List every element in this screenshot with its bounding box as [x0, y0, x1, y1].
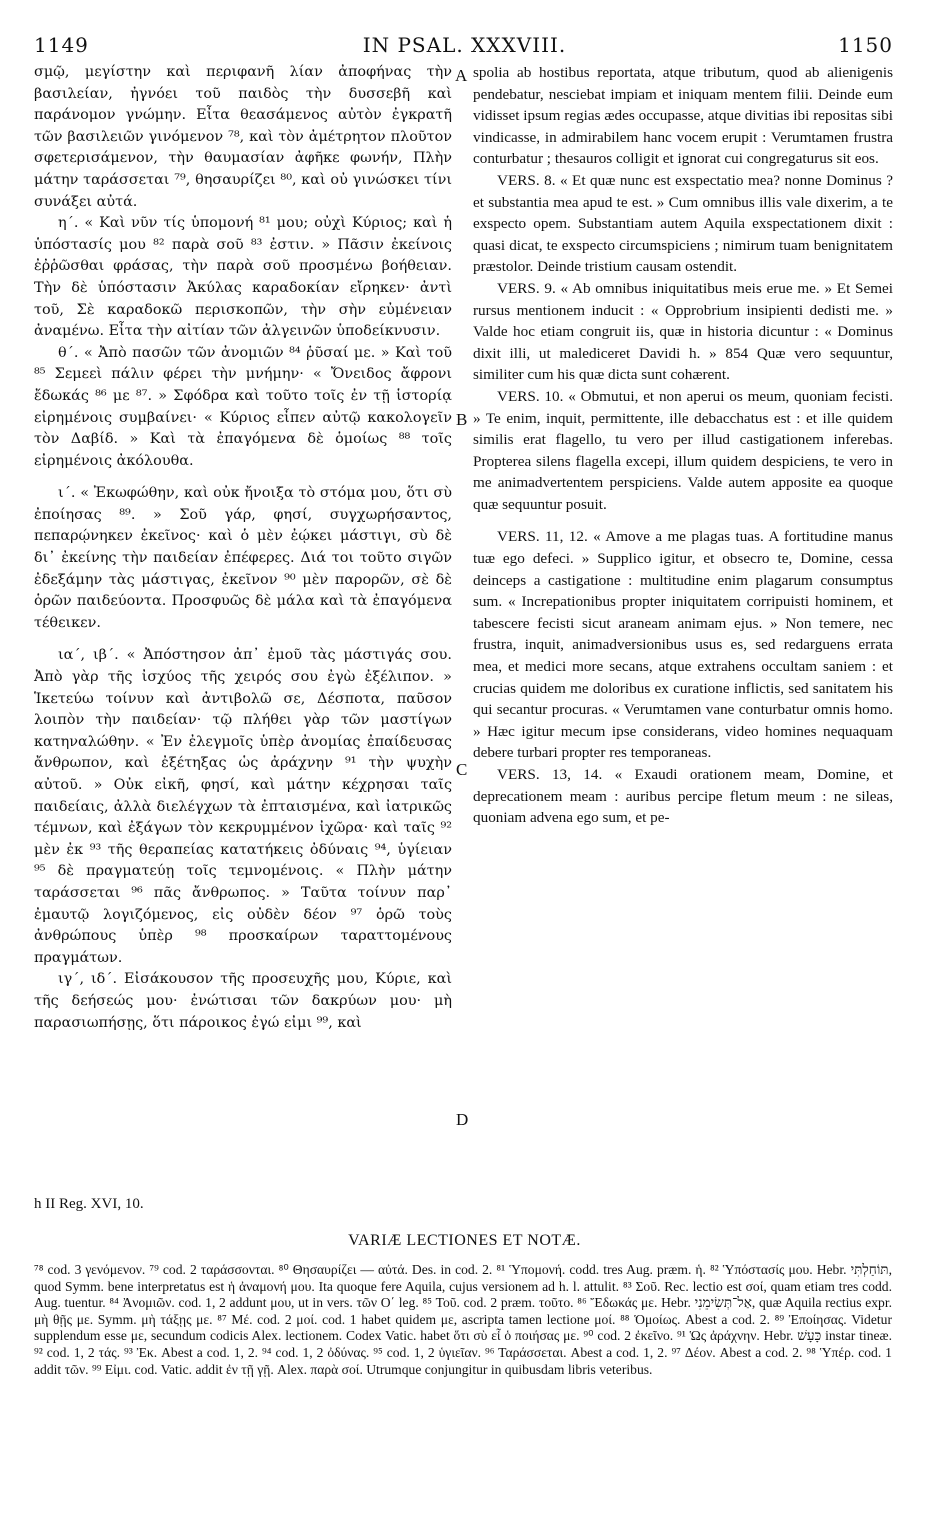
variant-note: ⁸⁴ Ἀνομιῶν. cod. 1, 2 addunt μου, ut in vers. τῶν Ο΄ leg. [109, 1295, 419, 1311]
greek-paragraph: σμῷ, μεγίστην καὶ περιφανῆ λίαν ἀποφήνας τὴν βασιλείαν, ἠγνόει τοῦ παιδὸς τὴν δυσσεβῆ καὶ παράνομον γνώμην. Εἶτα θεασάμενος αὐτὸν ἐγκρατῆ τῶν βασιλειῶν γινόμενον ⁷⁸, καὶ τὸν ἀμέτρητον πλοῦτον σφετερισάμενον, τὴν θαυμασίαν ἀφῆκε φωνήν, Πλὴν μάτην ταράσσεται ⁷⁹, θησαυρίζει ⁸⁰, καὶ οὐ γινώσκει τίνι συνάξει αὐτά. [34, 64, 452, 210]
variant-note: ⁹³ Ἐκ. Abest a cod. 1, 2. [123, 1344, 259, 1360]
variant-note: ⁸⁰ Θησαυρίζει — αὐτά. Des. in cod. 2. [278, 1262, 493, 1277]
variant-note: ⁹⁷ Δέον. Abest a cod. 2. [671, 1344, 803, 1360]
variant-note: ⁹⁴ cod. 1, 2 ὀδύνας. [262, 1344, 370, 1360]
variant-note: ⁹² cod. 1, 2 τάς. [34, 1344, 121, 1360]
variant-note: ⁹¹ Ὡς ἀράχνην. Hebr. כָּעָשׁ instar tineæ. [677, 1328, 892, 1344]
variant-note: ⁸⁹ Ἐποίησας. Videtur supplendum esse με, secundum codicis Alex. lectionem. Codex Vatic. habet ὅτι σὺ εἶ ὁ ποιήσας με. [34, 1311, 892, 1344]
latin-paragraph: VERS. 8. « Et quæ nunc est exspectatio mea? nonne Dominus ? et substantia mea apud te est. » Cum omnibus illis vale dixerim, a te exspecto opem. Substantiam autem Aquila exspectationem dixit : quasi dicat, te exspecto circumspiciens ; nimirum tuam benignitatem præstolor. Deinde tristium causam ostendit. [473, 171, 893, 276]
variant-note: ⁸⁵ Τοῦ. cod. 2 præm. τοῦτο. [422, 1295, 574, 1311]
variant-note: ⁸⁶ Ἔδωκάς με. Hebr. אַל־תְּשִׂימֵנִי, quæ Aquila rectius expr. μὴ θῇς με. Symm. μὴ τάξῃς με. [34, 1295, 893, 1327]
greek-paragraph: ι΄. « Ἐκωφώθην, καὶ οὐκ ἤνοιξα τὸ στόμα μου, ὅτι σὺ ἐποίησας ⁸⁹. » Σοῦ γάρ, φησί, συγχωρήσαντος, πεπαρῴνηκεν ἐκεῖνος· καὶ ὁ μὲν ἐῴκει μάστιγι, σὺ δὲ δι᾽ ἐκείνης τὴν παιδείαν ἐπέφερες. Διά τοι τοῦτο σιγῶν ἐδεξάμην τὰς μάστιγας, ἐκεῖνον ⁹⁰ μὲν παρορῶν, σὲ δὲ ὁρῶν παιδεύοντα. Προσφυῶς δὲ μάλα καὶ τὰ ἐπαγόμενα τέθεικεν. [34, 485, 452, 631]
latin-column [473, 62, 893, 829]
marginal-letter-d: D [456, 1110, 469, 1129]
variant-note: ⁹⁰ cod. 2 ἐκεῖνο. [583, 1328, 674, 1344]
variant-note: ⁸¹ Ὑπομονή. codd. tres Aug. præm. ἡ. [496, 1262, 706, 1277]
page-number-left: 1149 [34, 33, 89, 57]
variants-notes [34, 1262, 892, 1378]
variant-note: ⁹⁸ Ὑπέρ. cod. 1 addit τῶν. [34, 1344, 892, 1377]
page-header [0, 33, 929, 61]
variant-note: ⁹⁹ Εἰμι. cod. Vatic. addit ἐν τῇ γῇ. Alex. παρὰ σοί. Utrumque conjungitur in quibusdam libris veteribus. [91, 1361, 653, 1377]
variant-note: ⁷⁸ cod. 3 γενόμενον. [34, 1262, 146, 1277]
footnote: h II Reg. XVI, 10. [34, 1196, 144, 1212]
latin-paragraph: VERS. 9. « Ab omnibus iniquitatibus meis erue me. » Et Semei rursus mentionem inducit : « Opprobrium insipienti dedisti me. » Valde hoc etiam congruit iis, quæ in historia dicuntur : « Dominus dixit illi, ut malediceret Davidi h. » 854 Quæ vero sequuntur, similiter cum his quæ dicta sunt cohærent. [473, 279, 893, 384]
variant-note: ⁷⁹ cod. 2 ταράσσονται. [149, 1262, 275, 1277]
marginal-letter-b: B [456, 410, 468, 429]
marginal-letter-c: C [456, 760, 468, 779]
latin-paragraph: VERS. 13, 14. « Exaudi orationem meam, Domine, et deprecationem meam : auribus percipe fletum meum : ne sileas, quoniam advena ego sum, et pe- [473, 766, 893, 827]
greek-column [34, 62, 452, 1034]
variant-note: ⁸⁷ Μέ. cod. 2 μοί. cod. 1 habet quidem με, ascripta tamen lectione μοί. [217, 1311, 616, 1327]
greek-paragraph: ιγ΄, ιδ΄. Εἰσάκουσον τῆς προσευχῆς μου, Κύριε, καὶ τῆς δεήσεώς μου· ἐνώτισαι τῶν δακρύων μου· μὴ παρασιωπήσῃς, ὅτι πάροικος ἐγώ εἰμι ⁹⁹, καὶ [34, 971, 452, 1031]
greek-paragraph: ια΄, ιβ΄. « Ἀπόστησον ἀπ᾽ ἐμοῦ τὰς μάστιγάς σου. Ἀπὸ γὰρ τῆς ἰσχύος τῆς χειρός σου ἐγὼ ἐξέλιπον. » Ἱκετεύω τοίνυν καὶ ἀντιβολῶ σε, Δέσποτα, παῦσον λοιπὸν τὴν παιδείαν· τῷ πλήθει γὰρ τῶν μαστίγων κατηναλώθην. « Ἐν ἐλεγμοῖς ὑπὲρ ἀνομίας ἐπαίδευσας ἄνθρωπον, καὶ ἐξέτηξας ὡς ἀράχνην ⁹¹ τὴν ψυχὴν αὐτοῦ. » Οὐκ εἰκῆ, φησί, καὶ μάτην κέχρησαι ταῖς παιδείαις, ἀλλὰ διελέγχων τὰ ἐπταισμένα, καὶ ἰατρικῶς τέμνων, καὶ ἐξάγων τὸν κεκρυμμένον ἰχῶρα· καὶ ταῖς ⁹² μὲν ἐκ ⁹³ τῆς θεραπείας κατατήκεις ὀδύναις ⁹⁴, ὑγίειαν ⁹⁵ δὲ πραγματεύῃ τοῖς τεμνομένοις. « Πλὴν μάτην ταράσσεται ⁹⁶ πᾶς ἄνθρωπος. » Ταῦτα τοίνυν παρ᾽ ἐμαυτῷ λογιζόμενος, εἰς οὐδὲν δέον ⁹⁷ ὁρῶ τοὺς ἀνθρώπους ὑπὲρ ⁹⁸ προσκαίρων ταραττομένους πραγμάτων. [34, 647, 452, 966]
latin-paragraph: VERS. 10. « Obmutui, et non aperui os meum, quoniam fecisti. » Te enim, inquit, permittente, ille debacchatus est : et ille quidem similis erat flagello, tu vero per illud castigationem inferebas. Propterea silens flagella excepi, illum quidem despiciens, te vero in me animadvertentem perspiciens. Valde autem apposite ea quoque quæ sequuntur posuit. [473, 387, 893, 513]
variant-note: ⁸² Ὑπόστασίς μου. Hebr. תּוֹחַלְתִּי, quod Symm. bene interpretatus est ἡ ἀναμονή μου. Ita quoque fere Aquila, cujus versionem ad h. l. attulit. [34, 1262, 892, 1294]
latin-paragraph: spolia ab hostibus reportata, atque tributum, quod ab alienigenis pendebatur, nesciebat impiam et iniquam mentem filii. Deinde eum vidisset ipsum regias ædes occupasse, atque divitias ibi repositas sibi vindicasse, in admirabilem hanc vocem erupit : Verumtamen frustra conturbatur ; thesauros colligit et ignorat cui congregaturus sit eos. [473, 64, 893, 168]
marginal-letter-a: A [455, 66, 468, 85]
variant-note: ⁸⁸ Ὁμοίως. Abest a cod. 2. [620, 1311, 770, 1327]
greek-paragraph: η΄. « Καὶ νῦν τίς ὑπομονή ⁸¹ μου; οὐχὶ Κύριος; καὶ ἡ ὑπόστασίς μου ⁸² παρὰ σοῦ ⁸³ ἐστιν. » Πᾶσιν ἐκείνοις ἐῤῥῶσθαι φράσας, τὴν παρὰ σοῦ προσμένω βοήθειαν. Τὴν δὲ ὑπόστασιν Ἀκύλας καραδοκίαν εἴρηκεν· ἀντὶ τοῦ, Σὲ καραδοκῶ περισκοπῶν, τὴν σὴν εὐμένειαν ἀναμένω. Εἶτα τὴν αἰτίαν τῶν ἀλγεινῶν ὑποδείκνυσιν. [34, 215, 452, 340]
variant-note: ⁸³ Σοῦ. Rec. lectio est σοί, quam etiam tres codd. Aug. tuentur. [34, 1278, 892, 1311]
variant-note: ⁹⁵ cod. 1, 2 ὑγιεῖαν. [373, 1344, 482, 1360]
greek-paragraph: θ΄. « Ἀπὸ πασῶν τῶν ἀνομιῶν ⁸⁴ ῥῦσαί με. » Καὶ τοῦ ⁸⁵ Σεμεεὶ πάλιν φέρει τὴν μνήμην· « Ὄνειδος ἄφρονι ἔδωκάς ⁸⁶ με ⁸⁷. » Σφόδρα καὶ τοῦτο τοῖς ἐν τῇ ἱστορίᾳ εἰρημένοις συμβαίνει· « Κύριος εἶπεν αὐτῷ κακολογεῖν τὸν Δαβίδ. » Καὶ τὰ ἐπαγόμενα δὲ ὁμοίως ⁸⁸ τοῖς εἰρημένοις ἀκόλουθα. [34, 344, 452, 469]
variant-note: ⁹⁶ Ταράσσεται. Abest a cod. 1, 2. [484, 1344, 668, 1360]
variants-title: VARIÆ LECTIONES ET NOTÆ. [348, 1232, 581, 1249]
running-title: IN PSAL. XXXVIII. [362, 33, 567, 57]
page-number-right: 1150 [838, 33, 893, 57]
latin-paragraph: VERS. 11, 12. « Amove a me plagas tuas. A fortitudine manus tuæ ego defeci. » Supplico igitur, et obsecro te, Domine, cessa deinceps a castigatione : multitudine enim plagarum consumptus sum. « Increpationibus propter iniquitatem corripuisti hominem, et tabescere fecisti sicut araneam animam ejus. » Non temere, nec frustra, inquit, animadversionibus usus es, sed redarguens errata mea, et medici more secans, atque extrahens occultam saniem : et crucias quidem me doloribus ex curatione inflictis, sed sanitatem his qui secantur procuras. « Verumtamen vane conturbatur omnis homo. » Hæc igitur mecum ipse considerans, video homines nequaquam debere turbari propter res temporaneas. [473, 528, 893, 762]
